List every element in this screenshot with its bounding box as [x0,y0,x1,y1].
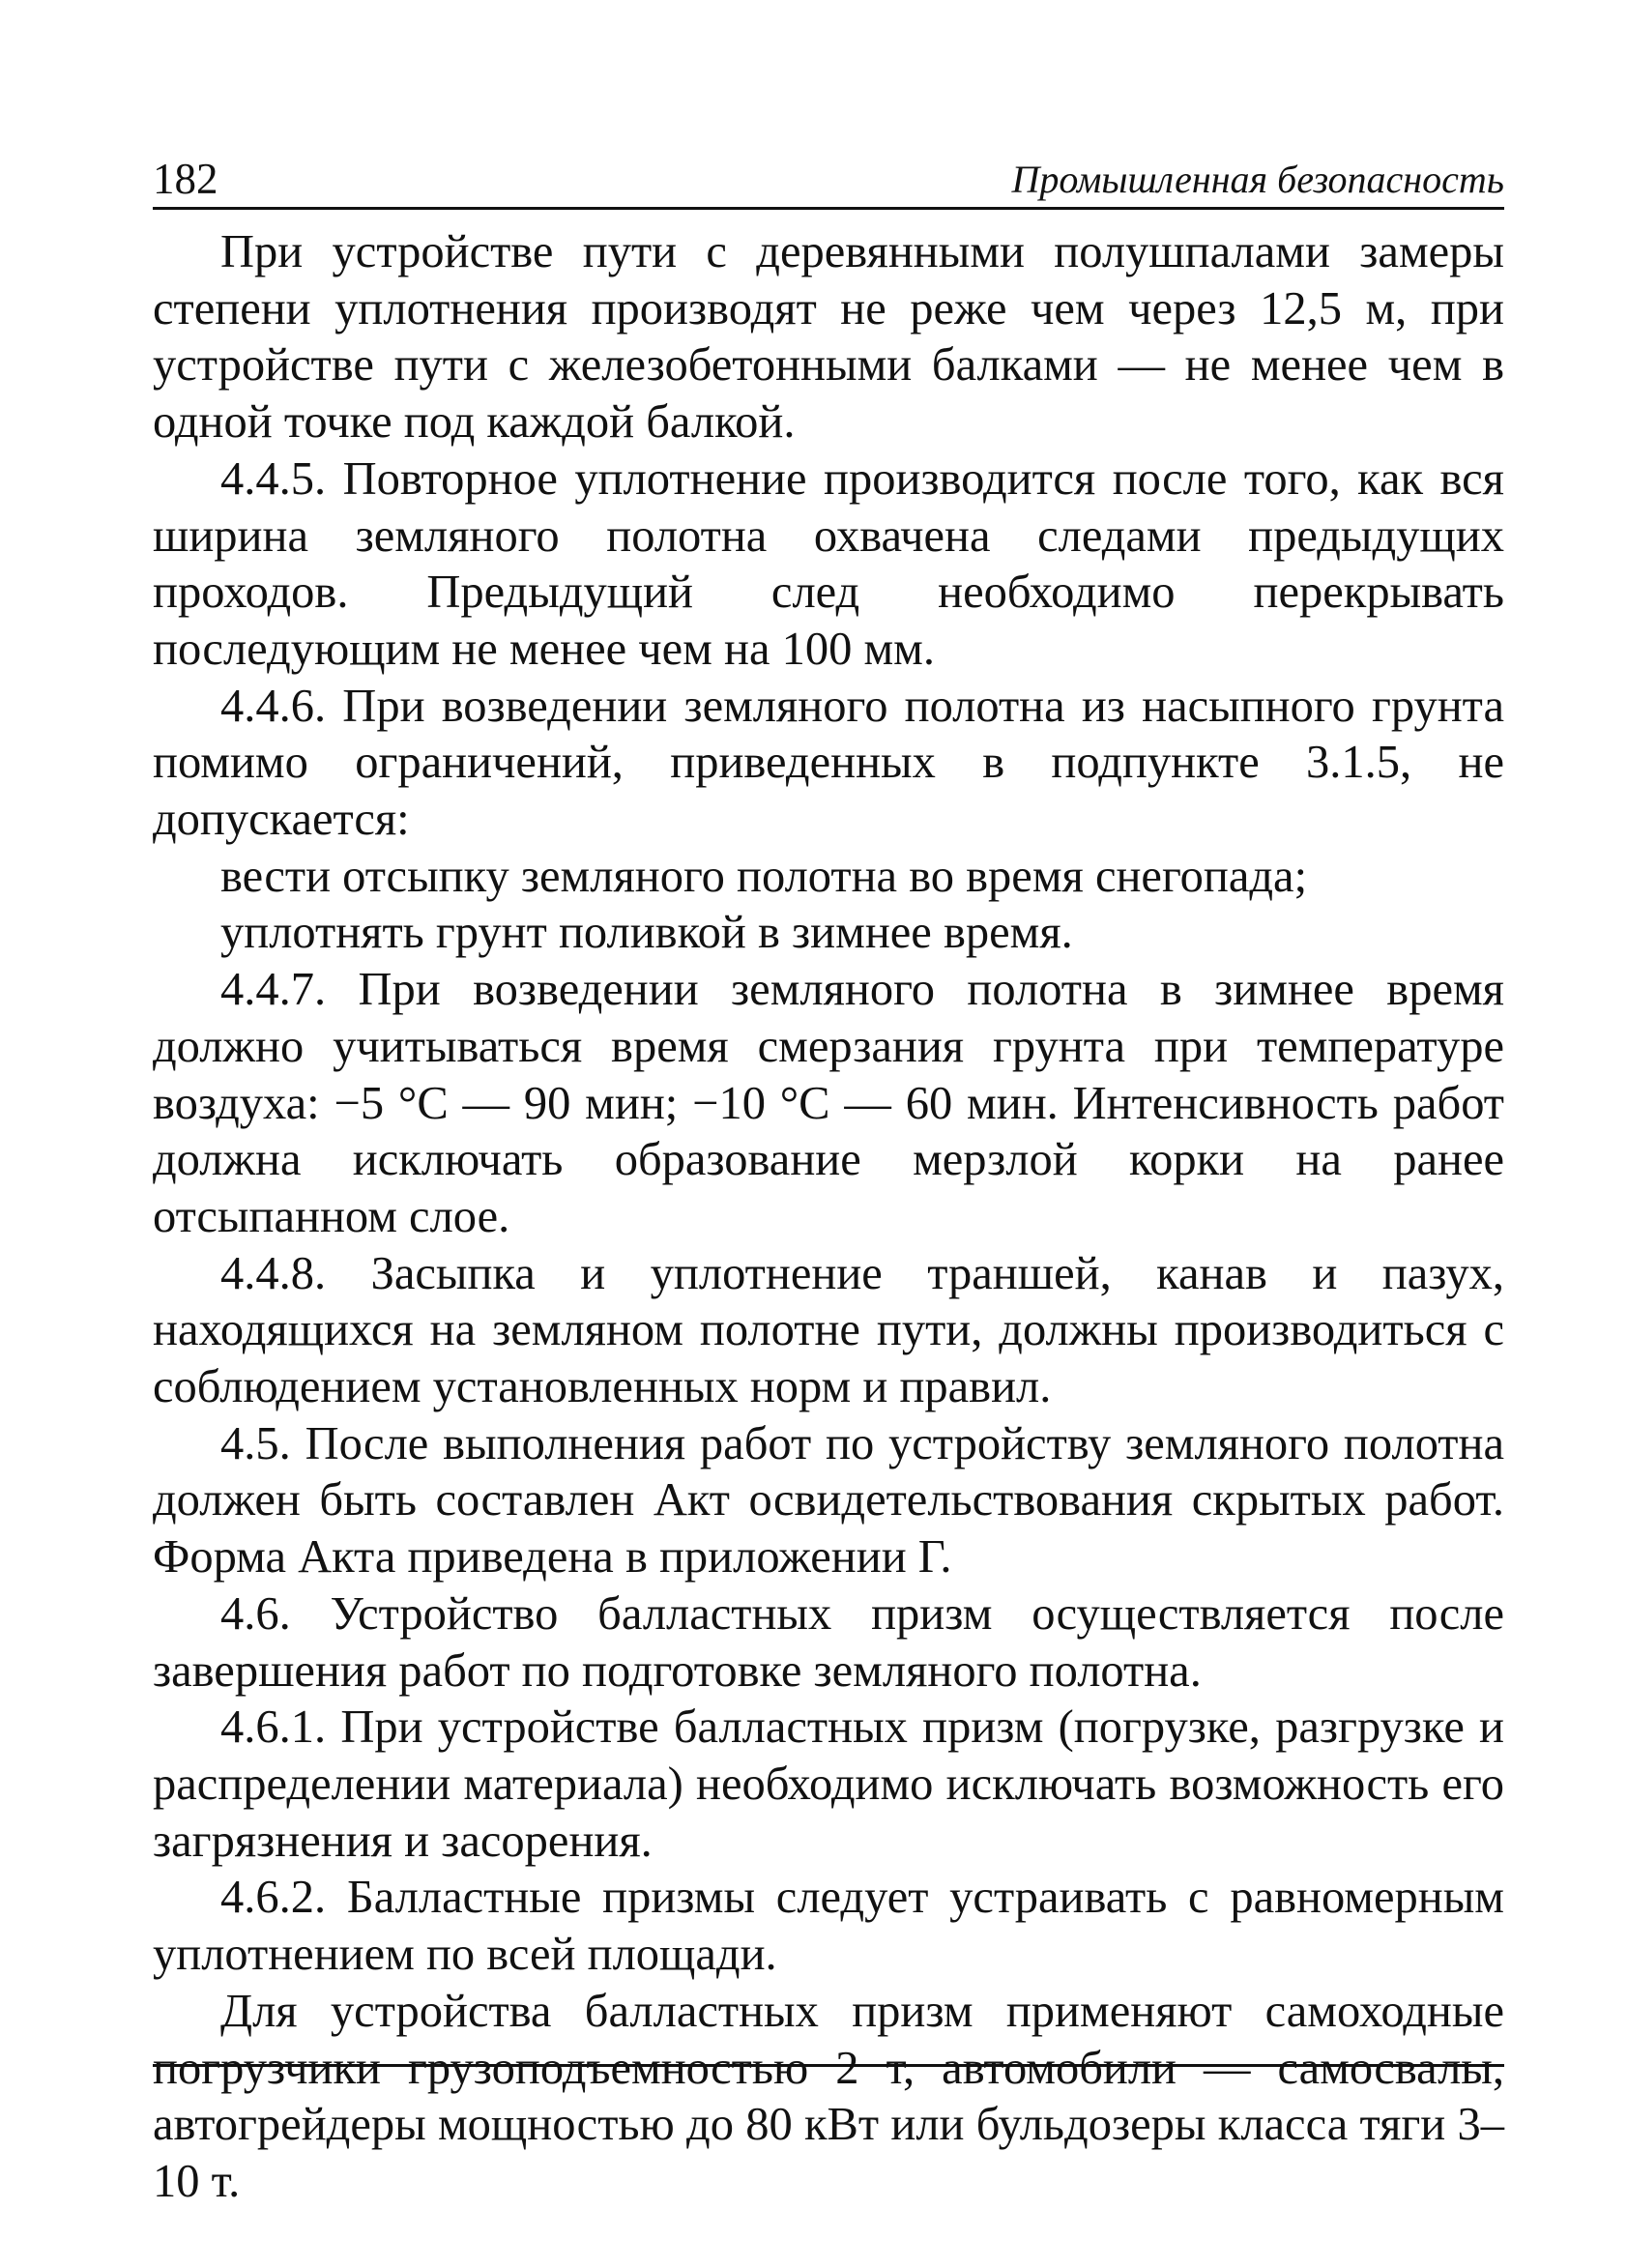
bottom-rule [153,2064,1504,2067]
list-item-snowfall: вести отсыпку земляного полотна во время снегопада; [220,850,1308,902]
paragraph-equipment: Для устройства балластных призм применяют самоходные погрузчики грузоподъемностью 2 т, автомобили — самосвалы, автогрейдеры мощностью до 80 кВт или бульдозеры класса тяги 3–10 т. [153,1985,1504,2207]
paragraph-4-4-7: 4.4.7. При возведении земляного полотна в зимнее время должно учитываться время смерзания грунта при температуре воздуха: −5 °С — 90 мин; −10 °С — 60 мин. Интенсивность работ должна исключать образование мерзлой корки на ранее отсыпанном слое. [153,964,1504,1242]
running-header [153,153,1504,210]
list-item-watering: уплотнять грунт поливкой в зимнее время. [220,907,1073,959]
page-number: 182 [153,155,218,203]
main-text [153,224,1504,2211]
paragraph-4-4-6: 4.4.6. При возведении земляного полотна из насыпного грунта помимо ограничений, приведенных в подпункте 3.1.5, не допускается: [153,680,1504,846]
paragraph-4-4-5: 4.4.5. Повторное уплотнение производится после того, как вся ширина земляного полотна охвачена следами предыдущих проходов. Предыдущий след необходимо перекрывать последующим не менее чем на 100 мм. [153,452,1504,675]
paragraph-4-5: 4.5. После выполнения работ по устройству земляного полотна должен быть составлен Акт освидетельствования скрытых работ. Форма Акта приведена в приложении Г. [153,1417,1504,1584]
paragraph-intro: При устройстве пути с деревянными полушпалами замеры степени уплотнения производят не реже чем через 12,5 м, при устройстве пути с железобетонными балками — не менее чем в одной точке под каждой балкой. [153,226,1504,449]
paragraph-4-6: 4.6. Устройство балластных призм осуществляется после завершения работ по подготовке земляного полотна. [153,1587,1504,1697]
paragraph-4-6-1: 4.6.1. При устройстве балластных призм (погрузке, разгрузке и распределении материала) необходимо исключать возможность его загрязнения и засорения. [153,1701,1504,1867]
paragraph-4-4-8: 4.4.8. Засыпка и уплотнение траншей, канав и пазух, находящихся на земляном полотне пути, должны производиться с соблюдением установленных норм и правил. [153,1247,1504,1413]
paragraph-4-6-2: 4.6.2. Балластные призмы следует устраивать с равномерным уплотнением по всей площади. [153,1872,1504,1981]
running-title: Промышленная безопасность [1011,158,1504,201]
